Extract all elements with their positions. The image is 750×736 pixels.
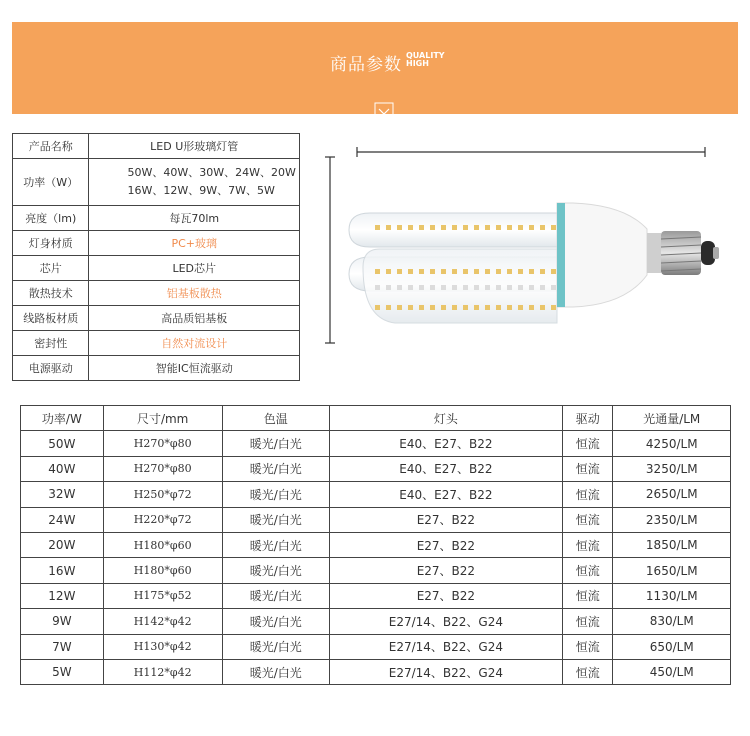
spec-value: 自然对流设计	[89, 331, 300, 356]
models-header-cell: 驱动	[562, 406, 613, 431]
models-cell: 1850/LM	[613, 532, 731, 557]
table-row	[21, 507, 731, 532]
models-cell: 恒流	[562, 532, 613, 557]
models-cell: 恒流	[562, 583, 613, 608]
spec-value	[89, 159, 300, 206]
spec-key: 芯片	[13, 256, 89, 281]
header-banner	[12, 22, 738, 114]
spec-value: 智能IC恒流驱动	[89, 356, 300, 381]
models-header-cell: 功率/W	[21, 406, 104, 431]
models-header-cell: 光通量/LM	[613, 406, 731, 431]
models-table	[20, 405, 731, 685]
models-cell: 12W	[21, 583, 104, 608]
models-cell: 恒流	[562, 456, 613, 481]
models-cell: 暖光/白光	[222, 558, 329, 583]
models-cell: H220*φ72	[103, 507, 222, 532]
spec-value: 每瓦70lm	[89, 206, 300, 231]
models-cell: 40W	[21, 456, 104, 481]
banner-title: 商品参数	[330, 55, 402, 75]
models-cell: 2650/LM	[613, 482, 731, 507]
models-cell: 32W	[21, 482, 104, 507]
spec-value: LED芯片	[89, 256, 300, 281]
spec-row	[13, 281, 300, 306]
models-cell: 暖光/白光	[222, 482, 329, 507]
spec-value: 高品质铝基板	[89, 306, 300, 331]
chevron-down-icon	[374, 102, 394, 122]
spec-row	[13, 231, 300, 256]
spec-row	[13, 256, 300, 281]
models-cell: 1650/LM	[613, 558, 731, 583]
led-u-bulb-icon	[325, 145, 725, 350]
models-cell: H180*φ60	[103, 532, 222, 557]
table-row	[21, 482, 731, 507]
models-cell: H180*φ60	[103, 558, 222, 583]
spec-value-line: 16W、12W、9W、7W、5W	[127, 184, 275, 197]
spec-value: LED U形玻璃灯管	[89, 134, 300, 159]
models-header-cell: 色温	[222, 406, 329, 431]
models-cell: H112*φ42	[103, 659, 222, 684]
table-row	[21, 532, 731, 557]
models-cell: 7W	[21, 634, 104, 659]
models-cell: E27/14、B22、G24	[329, 634, 562, 659]
spec-key: 亮度（lm)	[13, 206, 89, 231]
models-cell: H142*φ42	[103, 609, 222, 634]
models-cell: 暖光/白光	[222, 532, 329, 557]
spec-key: 密封性	[13, 331, 89, 356]
models-cell: 20W	[21, 532, 104, 557]
spec-value: 铝基板散热	[89, 281, 300, 306]
table-row	[21, 609, 731, 634]
spec-value: PC+玻璃	[89, 231, 300, 256]
spec-key: 灯身材质	[13, 231, 89, 256]
table-row	[21, 659, 731, 684]
models-cell: 4250/LM	[613, 431, 731, 456]
table-row	[21, 431, 731, 456]
models-cell: H130*φ42	[103, 634, 222, 659]
models-cell: E27、B22	[329, 558, 562, 583]
models-header-cell: 灯头	[329, 406, 562, 431]
spec-row	[13, 356, 300, 381]
models-cell: H250*φ72	[103, 482, 222, 507]
models-cell: 16W	[21, 558, 104, 583]
models-cell: 暖光/白光	[222, 659, 329, 684]
models-cell: 50W	[21, 431, 104, 456]
spec-row	[13, 306, 300, 331]
models-cell: E27、B22	[329, 532, 562, 557]
models-cell: H175*φ52	[103, 583, 222, 608]
models-cell: E40、E27、B22	[329, 482, 562, 507]
models-cell: 1130/LM	[613, 583, 731, 608]
spec-row	[13, 159, 300, 206]
spec-key: 线路板材质	[13, 306, 89, 331]
models-cell: 暖光/白光	[222, 609, 329, 634]
spec-row	[13, 206, 300, 231]
models-cell: 450/LM	[613, 659, 731, 684]
models-cell: 24W	[21, 507, 104, 532]
banner-subtitle	[406, 52, 445, 68]
models-cell: 暖光/白光	[222, 634, 329, 659]
models-cell: 650/LM	[613, 634, 731, 659]
models-cell: 暖光/白光	[222, 583, 329, 608]
models-cell: 暖光/白光	[222, 507, 329, 532]
models-cell: E27/14、B22、G24	[329, 659, 562, 684]
spec-table	[12, 133, 300, 381]
table-row	[21, 558, 731, 583]
models-cell: 暖光/白光	[222, 456, 329, 481]
models-cell: 恒流	[562, 634, 613, 659]
models-cell: E27/14、B22、G24	[329, 609, 562, 634]
models-cell: 恒流	[562, 609, 613, 634]
models-cell: 恒流	[562, 558, 613, 583]
table-row	[21, 634, 731, 659]
models-cell: E40、E27、B22	[329, 431, 562, 456]
models-cell: E27、B22	[329, 583, 562, 608]
models-cell: 恒流	[562, 431, 613, 456]
models-header-row	[21, 406, 731, 431]
models-cell: 2350/LM	[613, 507, 731, 532]
models-header-cell: 尺寸/mm	[103, 406, 222, 431]
banner-subtitle-line1: QUALITY	[406, 51, 445, 60]
models-cell: 恒流	[562, 659, 613, 684]
models-cell: 暖光/白光	[222, 431, 329, 456]
banner-subtitle-line2: HIGH	[406, 59, 429, 68]
spec-key: 电源驱动	[13, 356, 89, 381]
spec-value-line: 50W、40W、30W、24W、20W	[127, 166, 296, 179]
models-cell: E27、B22	[329, 507, 562, 532]
models-cell: 830/LM	[613, 609, 731, 634]
table-row	[21, 583, 731, 608]
table-row	[21, 456, 731, 481]
models-cell: 恒流	[562, 482, 613, 507]
models-cell: H270*φ80	[103, 431, 222, 456]
spec-row	[13, 134, 300, 159]
models-cell: 9W	[21, 609, 104, 634]
models-cell: E40、E27、B22	[329, 456, 562, 481]
models-cell: 恒流	[562, 507, 613, 532]
models-cell: 3250/LM	[613, 456, 731, 481]
spec-row	[13, 331, 300, 356]
spec-key: 产品名称	[13, 134, 89, 159]
models-cell: H270*φ80	[103, 456, 222, 481]
spec-key: 散热技术	[13, 281, 89, 306]
models-cell: 5W	[21, 659, 104, 684]
spec-key: 功率（W）	[13, 159, 89, 206]
